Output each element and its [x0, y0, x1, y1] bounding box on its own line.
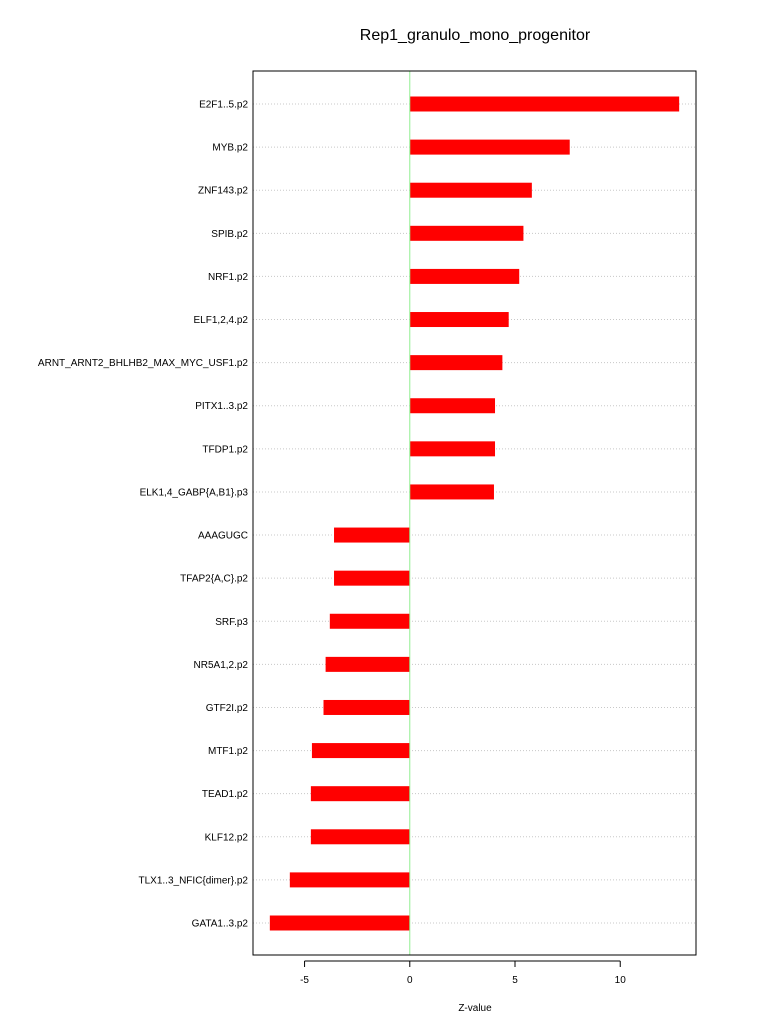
chart-title: Rep1_granulo_mono_progenitor — [359, 27, 591, 44]
category-label: SPIB.p2 — [211, 228, 248, 240]
category-label: TFDP1.p2 — [202, 444, 248, 456]
category-label: ELK1,4_GABP{A,B1}.p3 — [139, 487, 248, 499]
category-label: NR5A1,2.p2 — [193, 659, 248, 671]
x-tick-label: 0 — [407, 975, 413, 986]
category-label: MTF1.p2 — [207, 746, 248, 758]
bar — [410, 140, 570, 155]
category-label: KLF12.p2 — [204, 832, 248, 844]
category-label: MYB.p2 — [212, 142, 248, 154]
category-label: TEAD1.p2 — [201, 789, 248, 801]
category-label: PITX1..3.p2 — [195, 401, 248, 413]
category-label: NRF1.p2 — [207, 271, 248, 283]
bar — [410, 398, 495, 413]
bar — [410, 484, 494, 499]
bar — [410, 226, 524, 241]
x-tick-label: 5 — [512, 975, 518, 986]
bar — [410, 97, 679, 112]
plot-frame — [253, 71, 696, 955]
bar — [334, 528, 410, 543]
bar — [270, 916, 410, 931]
bar — [326, 657, 410, 672]
category-label: ARNT_ARNT2_BHLHB2_MAX_MYC_USF1.p2 — [37, 358, 248, 370]
category-label: SRF.p3 — [215, 616, 248, 628]
bar — [324, 700, 410, 715]
bar — [290, 872, 410, 887]
category-labels — [38, 100, 249, 930]
category-label: ELF1,2,4.p2 — [193, 315, 248, 327]
category-label: GTF2I.p2 — [205, 702, 248, 714]
bar — [330, 614, 410, 629]
category-label: TLX1..3_NFIC{dimer}.p2 — [138, 875, 248, 887]
bar — [334, 571, 410, 586]
category-label: E2F1..5.p2 — [199, 99, 248, 111]
category-label: TFAP2{A,C}.p2 — [180, 573, 248, 585]
bar — [410, 183, 532, 198]
x-axis-label: Z-value — [458, 1003, 492, 1014]
category-label: AAAGUGC — [197, 530, 248, 542]
category-label: ZNF143.p2 — [197, 185, 248, 197]
bar — [311, 786, 410, 801]
bars — [270, 97, 679, 931]
bar — [312, 743, 410, 758]
bar — [410, 355, 503, 370]
x-tick-label: 10 — [614, 975, 626, 986]
x-tick-label: -5 — [300, 975, 310, 986]
category-label: GATA1..3.p2 — [191, 918, 248, 930]
bar — [410, 269, 519, 284]
bar — [410, 312, 509, 327]
bar — [311, 829, 410, 844]
x-axis — [300, 961, 626, 986]
bar — [410, 441, 495, 456]
